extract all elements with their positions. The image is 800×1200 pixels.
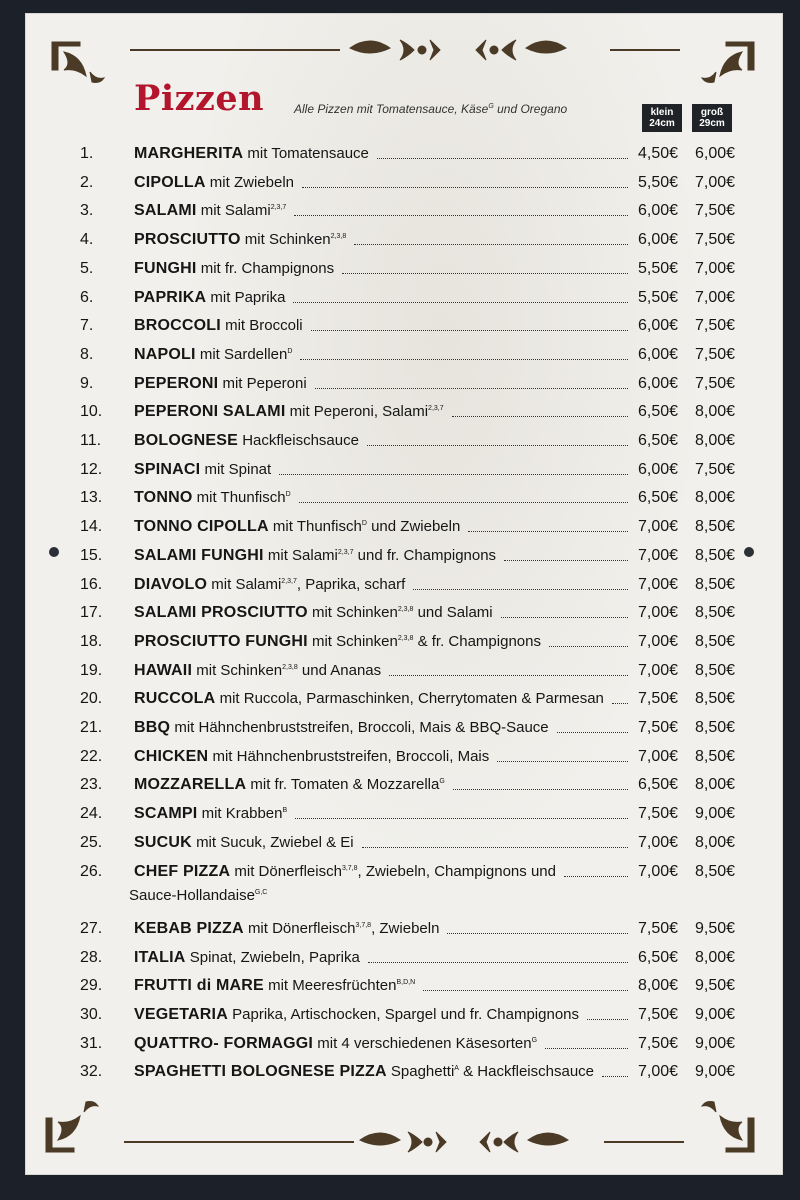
item-number: 13. <box>80 489 103 507</box>
item-ingredients: mit Krabben <box>201 805 283 823</box>
dot-leader <box>362 847 628 848</box>
page-title: Pizzen <box>134 78 265 119</box>
price-large: 9,00€ <box>695 805 736 823</box>
item-name: SCAMPI <box>134 805 198 823</box>
item-name: CIPOLLA <box>134 173 206 191</box>
item-name: MARGHERITA <box>134 145 244 162</box>
item-name: PAPRIKA <box>134 288 207 306</box>
item-number: 9. <box>80 374 94 392</box>
price-small: 6,00€ <box>638 202 679 220</box>
item-name: CHEF PIZZA <box>134 862 231 880</box>
item-number: 23. <box>80 776 103 794</box>
item-name: HAWAII <box>134 661 193 679</box>
item-name: NAPOLI <box>134 345 196 363</box>
price-small: 6,50€ <box>638 948 679 966</box>
item-description <box>134 432 359 450</box>
dot-leader <box>294 215 628 216</box>
item-description <box>134 461 271 479</box>
dot-leader <box>342 273 628 274</box>
item-ingredients: Spaghetti <box>390 1063 455 1081</box>
item-number: 31. <box>80 1034 103 1052</box>
item-ingredients: mit Paprika <box>210 288 286 306</box>
price-large: 8,50€ <box>695 747 736 765</box>
item-name: SALAMI FUNGHI <box>134 546 264 564</box>
price-large: 8,00€ <box>695 776 736 794</box>
price-large: 8,00€ <box>695 948 736 966</box>
item-name: PEPERONI SALAMI <box>134 403 286 421</box>
allergen-code: 2,3,8 <box>282 663 298 671</box>
dot-leader <box>497 761 628 762</box>
item-number: 8. <box>80 345 94 363</box>
price-large: 7,50€ <box>695 231 736 249</box>
item-description <box>134 174 294 192</box>
menu-item <box>0 315 800 339</box>
item-number: 24. <box>80 805 103 823</box>
dot-leader <box>368 962 628 963</box>
menu-item <box>0 1004 800 1028</box>
dot-leader <box>468 531 628 532</box>
menu-item <box>0 373 800 397</box>
price-small: 7,00€ <box>638 518 679 536</box>
price-small: 7,50€ <box>638 1006 679 1023</box>
price-small: 7,50€ <box>638 1034 679 1052</box>
price-large: 8,50€ <box>695 661 736 679</box>
price-small: 6,00€ <box>638 345 679 363</box>
price-small: 4,50€ <box>638 145 679 162</box>
item-name: SPINACI <box>134 460 201 478</box>
item-ingredients: mit Spinat <box>204 460 272 478</box>
dot-leader <box>367 445 628 446</box>
dot-leader <box>413 589 628 590</box>
menu-item <box>0 574 800 598</box>
item-name: SALAMI PROSCIUTTO <box>134 604 308 622</box>
price-large: 9,00€ <box>695 1063 736 1081</box>
price-small: 7,00€ <box>638 575 679 593</box>
item-name: VEGETARIA <box>134 1006 228 1023</box>
item-ingredients: & fr. Champignons <box>413 632 541 650</box>
item-number: 20. <box>80 690 103 708</box>
item-name: BOLOGNESE <box>134 432 239 449</box>
item-ingredients: , Zwiebeln <box>371 919 440 937</box>
item-number: 27. <box>80 919 103 937</box>
price-large: 7,50€ <box>695 317 736 335</box>
item-ingredients: , Zwiebeln, Champignons und <box>357 862 556 880</box>
item-ingredients: mit Zwiebeln <box>209 173 294 191</box>
allergen-code: 2,3,8 <box>330 233 347 241</box>
price-large: 7,00€ <box>695 288 736 306</box>
item-ingredients: mit fr. Tomaten & Mozzarella <box>250 776 440 794</box>
dot-leader <box>453 789 628 790</box>
price-small: 7,00€ <box>638 1063 679 1081</box>
price-large: 7,50€ <box>695 460 736 478</box>
item-description <box>134 1035 537 1053</box>
item-number: 25. <box>80 833 103 851</box>
size-header-small: klein 24cm <box>642 104 682 132</box>
price-small: 8,00€ <box>638 977 679 995</box>
item-name: SPAGHETTI BOLOGNESE PIZZA <box>134 1063 387 1081</box>
menu-item <box>0 803 800 827</box>
item-description <box>134 145 369 163</box>
price-small: 6,00€ <box>638 374 679 392</box>
item-description <box>134 260 334 278</box>
price-large: 7,50€ <box>695 374 736 392</box>
dot-leader <box>447 933 628 934</box>
item-description <box>134 748 489 766</box>
price-large: 8,50€ <box>695 575 736 593</box>
menu-item <box>0 746 800 770</box>
price-large: 8,00€ <box>695 833 736 851</box>
menu-item <box>0 258 800 282</box>
dot-leader <box>549 646 628 647</box>
allergen-code: 2,3,7 <box>281 577 297 585</box>
item-description <box>134 489 291 507</box>
price-large: 7,50€ <box>695 202 736 220</box>
price-large: 8,50€ <box>695 690 736 708</box>
dot-leader <box>354 244 628 245</box>
item-name: MOZZARELLA <box>134 776 247 794</box>
dot-leader <box>279 474 628 475</box>
menu-item <box>0 487 800 511</box>
item-description-continued <box>129 887 267 904</box>
price-small: 7,50€ <box>638 690 679 708</box>
item-description <box>134 317 303 335</box>
item-name: KEBAB PIZZA <box>134 919 244 937</box>
item-number: 17. <box>80 604 103 622</box>
item-name: FRUTTI di MARE <box>134 977 264 995</box>
item-ingredients: Spinat, Zwiebeln, Paprika <box>189 948 360 966</box>
item-description <box>134 920 439 938</box>
item-number: 22. <box>80 747 103 765</box>
item-ingredients: und Ananas <box>297 661 382 679</box>
price-small: 7,00€ <box>638 661 679 679</box>
menu-item <box>0 688 800 712</box>
price-large: 8,00€ <box>695 432 736 449</box>
item-number: 11. <box>80 432 102 449</box>
price-small: 7,00€ <box>638 833 679 851</box>
price-small: 7,00€ <box>638 862 679 880</box>
price-small: 6,00€ <box>638 231 679 249</box>
price-small: 5,50€ <box>638 173 679 191</box>
allergen-code: D <box>361 520 367 528</box>
item-description <box>134 633 541 651</box>
menu-item <box>0 975 800 999</box>
price-large: 7,00€ <box>695 173 736 191</box>
size-header-large: groß 29cm <box>692 104 732 132</box>
dot-leader <box>311 330 628 331</box>
item-ingredients: mit Schinken <box>311 632 398 650</box>
price-large: 9,00€ <box>695 1034 736 1052</box>
item-number: 1. <box>80 145 94 162</box>
allergen-code: B,D,N <box>396 979 416 987</box>
item-ingredients: mit Dönerfleisch <box>247 919 356 937</box>
item-description <box>134 604 493 622</box>
menu-item <box>0 430 800 454</box>
item-name: QUATTRO- FORMAGGI <box>134 1034 314 1052</box>
menu-item <box>0 229 800 253</box>
item-description <box>134 1006 579 1024</box>
item-name: DIAVOLO <box>134 575 208 593</box>
allergen-code: G,C <box>254 888 268 896</box>
dot-leader <box>389 675 628 676</box>
dot-leader <box>377 158 628 159</box>
menu-item <box>0 287 800 311</box>
item-ingredients: mit Peperoni <box>222 374 307 392</box>
item-ingredients: mit Salami <box>211 575 282 593</box>
item-ingredients: mit Schinken <box>311 604 398 622</box>
item-number: 5. <box>80 259 94 277</box>
item-description <box>134 375 307 393</box>
allergen-code: G <box>439 778 445 786</box>
price-large: 6,00€ <box>695 145 736 162</box>
item-ingredients: mit Broccoli <box>225 317 303 335</box>
item-description <box>134 662 381 680</box>
menu-item <box>0 1033 800 1057</box>
item-name: TONNO <box>134 489 193 507</box>
item-description <box>134 518 460 536</box>
item-description <box>134 690 604 708</box>
item-number: 7. <box>80 317 94 335</box>
item-description <box>134 776 445 794</box>
item-name: ITALIA <box>134 948 186 966</box>
item-ingredients: & Hackfleischsauce <box>458 1063 595 1081</box>
allergen-code: 3,7,8 <box>355 921 372 929</box>
menu-item <box>0 660 800 684</box>
subtitle: Alle Pizzen mit Tomatensauce, Käse$^G$ und Oregano <box>294 102 568 116</box>
allergen-code: D <box>287 347 293 355</box>
menu-item <box>0 344 800 368</box>
item-ingredients: mit Schinken <box>196 661 283 679</box>
dot-leader <box>612 703 628 704</box>
item-description <box>134 949 360 967</box>
item-name: BBQ <box>134 719 171 736</box>
dot-leader <box>315 388 628 389</box>
item-description <box>134 289 285 307</box>
item-ingredients: mit Sucuk, Zwiebel & Ei <box>196 833 354 851</box>
item-number: 32. <box>80 1063 103 1081</box>
menu-item <box>0 401 800 425</box>
item-description <box>134 1063 594 1081</box>
item-ingredients: mit Tomatensauce <box>247 145 369 162</box>
dot-leader <box>564 876 628 877</box>
item-ingredients: mit Hähnchenbruststreifen, Broccoli, Mais & BBQ-Sauce <box>174 719 549 736</box>
item-ingredients: mit Hähnchenbruststreifen, Broccoli, Mais <box>212 747 490 765</box>
price-small: 6,00€ <box>638 460 679 478</box>
item-description <box>134 834 354 852</box>
item-name: CHICKEN <box>134 747 209 765</box>
allergen-code: D <box>285 491 291 499</box>
menu-item <box>0 602 800 626</box>
price-small: 6,50€ <box>638 432 679 449</box>
bottom-ornament-border <box>44 1094 756 1164</box>
item-ingredients: Hackfleischsauce <box>242 432 359 449</box>
price-large: 8,00€ <box>695 489 736 507</box>
item-description <box>134 805 287 823</box>
allergen-code: 2,3,7 <box>337 548 354 556</box>
item-number: 29. <box>80 977 103 995</box>
item-description <box>134 403 444 421</box>
item-number: 30. <box>80 1006 103 1023</box>
item-description <box>134 346 292 364</box>
price-large: 7,00€ <box>695 259 736 277</box>
item-ingredients: mit Meeresfrüchten <box>268 977 397 995</box>
item-number: 2. <box>80 173 94 191</box>
price-small: 6,50€ <box>638 489 679 507</box>
item-name: PROSCIUTTO FUNGHI <box>134 632 308 650</box>
menu-item <box>0 143 800 167</box>
item-ingredients: mit Dönerfleisch <box>234 862 342 880</box>
item-ingredients: mit Salami <box>267 546 338 564</box>
dot-leader <box>602 1076 628 1077</box>
dot-leader <box>587 1019 628 1020</box>
item-name: SUCUK <box>134 833 192 851</box>
item-name: TONNO CIPOLLA <box>134 518 269 536</box>
menu-item <box>0 1061 800 1085</box>
item-ingredients: und Salami <box>413 604 493 622</box>
allergen-code: G <box>531 1036 538 1044</box>
item-ingredients: mit Salami <box>200 202 271 220</box>
price-small: 7,50€ <box>638 719 679 736</box>
dot-leader <box>300 359 628 360</box>
item-ingredients: mit Ruccola, Parmaschinken, Cherrytomaten & Parmesan <box>219 690 604 708</box>
price-large: 8,50€ <box>695 632 736 650</box>
menu-item <box>0 832 800 856</box>
item-number: 26. <box>80 862 103 880</box>
price-large: 8,50€ <box>695 546 736 564</box>
price-large: 8,50€ <box>695 862 736 880</box>
item-description <box>134 202 286 220</box>
item-ingredients: mit Peperoni, Salami <box>289 403 429 421</box>
item-name: SALAMI <box>134 202 197 220</box>
price-large: 9,50€ <box>695 977 736 995</box>
dot-leader <box>501 617 628 618</box>
menu-item <box>0 545 800 569</box>
item-name: RUCCOLA <box>134 690 216 708</box>
item-description <box>134 231 346 249</box>
price-large: 8,50€ <box>695 604 736 622</box>
dot-leader <box>299 502 628 503</box>
allergen-code: 3,7,8 <box>341 864 358 872</box>
item-ingredients: mit Sardellen <box>199 345 288 363</box>
allergen-code: 2,3,8 <box>397 606 414 614</box>
menu-item <box>0 774 800 798</box>
allergen-code: B <box>282 807 288 815</box>
price-small: 7,50€ <box>638 919 679 937</box>
price-small: 5,50€ <box>638 259 679 277</box>
item-number: 3. <box>80 202 94 220</box>
price-small: 7,50€ <box>638 805 679 823</box>
price-large: 9,50€ <box>695 919 736 937</box>
item-description <box>134 576 405 594</box>
item-ingredients: Paprika, Artischocken, Spargel und fr. Champignons <box>232 1006 580 1023</box>
price-small: 6,50€ <box>638 403 679 421</box>
price-small: 7,00€ <box>638 747 679 765</box>
item-ingredients: mit Thunfisch <box>196 489 286 507</box>
item-ingredients: Sauce-Hollandaise <box>129 886 255 904</box>
dot-leader <box>295 818 628 819</box>
menu-item <box>0 918 800 942</box>
dot-leader <box>557 732 628 733</box>
menu-item <box>0 947 800 971</box>
item-description <box>134 863 556 881</box>
menu-item <box>0 200 800 224</box>
menu-item <box>0 631 800 655</box>
item-name: PROSCIUTTO <box>134 231 241 249</box>
price-small: 6,00€ <box>638 317 679 335</box>
item-ingredients: und Zwiebeln <box>366 518 461 536</box>
item-name: BROCCOLI <box>134 317 221 335</box>
item-number: 12. <box>80 460 103 478</box>
menu-item <box>0 861 800 904</box>
dot-leader <box>452 416 628 417</box>
price-small: 7,00€ <box>638 604 679 622</box>
allergen-code: 2,3,7 <box>270 204 287 212</box>
allergen-code: 2,3,8 <box>397 634 414 642</box>
item-number: 19. <box>80 661 103 679</box>
item-number: 6. <box>80 288 94 306</box>
allergen-code: 2,3,7 <box>428 405 444 413</box>
item-ingredients: mit 4 verschiedenen Käsesorten <box>317 1034 532 1052</box>
item-number: 18. <box>80 632 103 650</box>
item-ingredients: mit fr. Champignons <box>200 259 335 277</box>
dot-leader <box>302 187 628 188</box>
item-number: 10. <box>80 403 103 421</box>
price-large: 8,50€ <box>695 719 736 736</box>
item-ingredients: , Paprika, scharf <box>296 575 406 593</box>
price-large: 8,50€ <box>695 518 736 536</box>
item-ingredients: mit Thunfisch <box>272 518 362 536</box>
item-number: 15. <box>80 546 103 564</box>
item-number: 28. <box>80 948 103 966</box>
item-ingredients: und fr. Champignons <box>353 546 497 564</box>
dot-leader <box>545 1048 628 1049</box>
item-number: 21. <box>80 719 103 736</box>
price-small: 7,00€ <box>638 632 679 650</box>
item-description <box>134 977 415 995</box>
menu-item <box>0 516 800 540</box>
menu-item <box>0 717 800 741</box>
dot-leader <box>293 302 628 303</box>
item-ingredients: mit Schinken <box>244 231 331 249</box>
item-name: FUNGHI <box>134 259 197 277</box>
allergen-code: A <box>454 1065 459 1073</box>
item-number: 4. <box>80 231 94 249</box>
price-small: 5,50€ <box>638 288 679 306</box>
item-number: 16. <box>80 575 103 593</box>
menu-item <box>0 459 800 483</box>
item-description <box>134 719 549 737</box>
item-name: PEPERONI <box>134 374 219 392</box>
dot-leader <box>504 560 628 561</box>
item-number: 14. <box>80 518 103 536</box>
price-large: 7,50€ <box>695 345 736 363</box>
menu-item <box>0 172 800 196</box>
price-small: 7,00€ <box>638 546 679 564</box>
price-small: 6,50€ <box>638 776 679 794</box>
dot-leader <box>423 990 628 991</box>
price-large: 9,00€ <box>695 1006 736 1023</box>
price-large: 8,00€ <box>695 403 736 421</box>
item-description <box>134 547 496 565</box>
